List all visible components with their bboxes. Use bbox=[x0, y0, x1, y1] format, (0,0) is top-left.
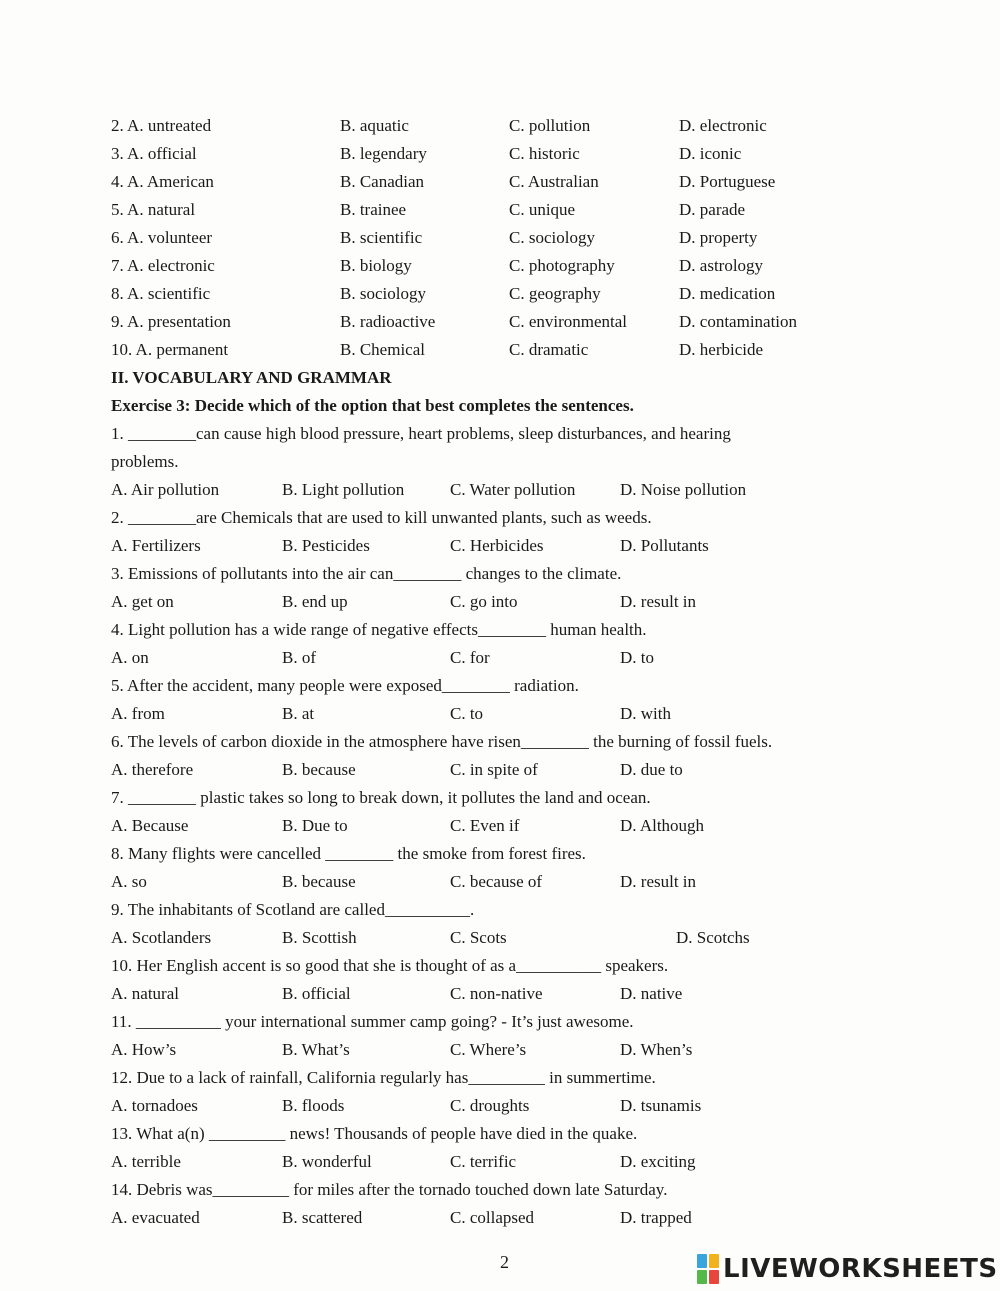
liveworksheets-logo-icon bbox=[697, 1254, 719, 1284]
pronunciation-row bbox=[111, 308, 911, 336]
answer-option-a[interactable]: A. from bbox=[111, 704, 165, 723]
option-c: C. sociology bbox=[509, 228, 595, 247]
answer-options bbox=[111, 588, 911, 616]
option-c: C. geography bbox=[509, 284, 601, 303]
answer-option-c[interactable]: C. because of bbox=[450, 872, 543, 891]
option-c: C. dramatic bbox=[509, 340, 589, 359]
answer-option-c[interactable]: C. to bbox=[450, 704, 484, 723]
question-text: 12. Due to a lack of rainfall, California regularly has_________ in summertime. bbox=[111, 1068, 656, 1087]
answer-options bbox=[111, 756, 911, 784]
logo-tile-blue bbox=[697, 1254, 707, 1268]
option-d: D. parade bbox=[679, 200, 746, 219]
answer-option-c[interactable]: C. Scots bbox=[450, 928, 507, 947]
answer-option-c[interactable]: C. in spite of bbox=[450, 760, 538, 779]
answer-option-d[interactable]: D. native bbox=[620, 984, 683, 1003]
option-a: 4. A. American bbox=[111, 172, 214, 191]
option-a: 5. A. natural bbox=[111, 200, 196, 219]
answer-options bbox=[111, 1036, 911, 1064]
answer-options bbox=[111, 1148, 911, 1176]
answer-option-a[interactable]: A. Air pollution bbox=[111, 480, 220, 499]
pronunciation-row bbox=[111, 196, 911, 224]
answer-option-b[interactable]: B. end up bbox=[282, 592, 348, 611]
option-c: C. historic bbox=[509, 144, 580, 163]
option-b: B. scientific bbox=[340, 228, 423, 247]
question-text: 14. Debris was_________ for miles after the tornado touched down late Saturday. bbox=[111, 1180, 668, 1199]
section-title: II. VOCABULARY AND GRAMMAR bbox=[111, 368, 392, 387]
pronunciation-row bbox=[111, 112, 911, 140]
pronunciation-row bbox=[111, 140, 911, 168]
answer-option-c[interactable]: C. droughts bbox=[450, 1096, 530, 1115]
answer-option-d[interactable]: D. Pollutants bbox=[620, 536, 709, 555]
option-c: C. environmental bbox=[509, 312, 628, 331]
answer-option-d[interactable]: D. Noise pollution bbox=[620, 480, 747, 499]
answer-option-d[interactable]: D. with bbox=[620, 704, 671, 723]
option-b: B. trainee bbox=[340, 200, 407, 219]
question-text: 8. Many flights were cancelled ________ the smoke from forest fires. bbox=[111, 844, 586, 863]
question-text: 9. The inhabitants of Scotland are called__________. bbox=[111, 900, 475, 919]
option-c: C. photography bbox=[509, 256, 615, 275]
logo-text: LIVEWORKSHEETS bbox=[723, 1254, 998, 1284]
pronunciation-row bbox=[111, 280, 911, 308]
answer-option-c[interactable]: C. Water pollution bbox=[450, 480, 576, 499]
option-b: B. biology bbox=[340, 256, 412, 275]
answer-option-b[interactable]: B. of bbox=[282, 648, 316, 667]
answer-option-d[interactable]: D. Scotchs bbox=[676, 928, 750, 947]
option-a: 9. A. presentation bbox=[111, 312, 231, 331]
option-b: B. Chemical bbox=[340, 340, 425, 359]
option-d: D. herbicide bbox=[679, 340, 764, 359]
answer-option-d[interactable]: D. due to bbox=[620, 760, 683, 779]
answer-options bbox=[111, 812, 911, 840]
answer-option-a[interactable]: A. terrible bbox=[111, 1152, 181, 1171]
answer-option-c[interactable]: C. non-native bbox=[450, 984, 543, 1003]
answer-option-c[interactable]: C. go into bbox=[450, 592, 518, 611]
answer-option-a[interactable]: A. therefore bbox=[111, 760, 194, 779]
answer-options bbox=[111, 700, 911, 728]
answer-option-d[interactable]: D. When’s bbox=[620, 1040, 693, 1059]
option-a: 3. A. official bbox=[111, 144, 197, 163]
questions-list bbox=[111, 420, 911, 1232]
answer-option-a[interactable]: A. on bbox=[111, 648, 149, 667]
answer-option-a[interactable]: A. Fertilizers bbox=[111, 536, 201, 555]
page-number: 2 bbox=[500, 1252, 509, 1272]
question-text: 1. ________can cause high blood pressure, heart problems, sleep disturbances, and hearing bbox=[111, 424, 731, 443]
question-text: 2. ________are Chemicals that are used to kill unwanted plants, such as weeds. bbox=[111, 508, 652, 527]
option-c: C. pollution bbox=[509, 116, 591, 135]
question-text: 7. ________ plastic takes so long to break down, it pollutes the land and ocean. bbox=[111, 788, 651, 807]
option-a: 2. A. untreated bbox=[111, 116, 212, 135]
question-text: 6. The levels of carbon dioxide in the atmosphere have risen________ the burning of fossil fuels. bbox=[111, 732, 773, 751]
question-text: 5. After the accident, many people were exposed________ radiation. bbox=[111, 676, 579, 695]
option-c: C. unique bbox=[509, 200, 576, 219]
answer-options bbox=[111, 868, 911, 896]
logo-tile-red bbox=[709, 1270, 719, 1284]
option-a: 8. A. scientific bbox=[111, 284, 211, 303]
option-d: D. astrology bbox=[679, 256, 764, 275]
pronunciation-row bbox=[111, 336, 911, 364]
answer-options bbox=[111, 644, 911, 672]
answer-option-a[interactable]: A. Scotlanders bbox=[111, 928, 212, 947]
option-b: B. Canadian bbox=[340, 172, 425, 191]
answer-option-b[interactable]: B. Due to bbox=[282, 816, 348, 835]
answer-option-d[interactable]: D. to bbox=[620, 648, 654, 667]
question-text: 11. __________ your international summer camp going? - It’s just awesome. bbox=[111, 1012, 634, 1031]
option-d: D. iconic bbox=[679, 144, 742, 163]
pronunciation-options bbox=[111, 112, 911, 364]
answer-option-c[interactable]: C. Herbicides bbox=[450, 536, 544, 555]
pronunciation-row bbox=[111, 224, 911, 252]
pronunciation-row bbox=[111, 168, 911, 196]
answer-option-a[interactable]: A. so bbox=[111, 872, 147, 891]
answer-option-d[interactable]: D. result in bbox=[620, 592, 697, 611]
option-a: 10. A. permanent bbox=[111, 340, 229, 359]
option-c: C. Australian bbox=[509, 172, 599, 191]
question-text: 3. Emissions of pollutants into the air can________ changes to the climate. bbox=[111, 564, 622, 583]
question-text-continued: problems. bbox=[111, 452, 179, 471]
answer-option-a[interactable]: A. tornadoes bbox=[111, 1096, 198, 1115]
answer-options bbox=[111, 924, 911, 952]
answer-option-c[interactable]: C. Where’s bbox=[450, 1040, 527, 1059]
answer-option-b[interactable]: B. floods bbox=[282, 1096, 345, 1115]
option-d: D. contamination bbox=[679, 312, 798, 331]
option-a: 7. A. electronic bbox=[111, 256, 215, 275]
answer-options bbox=[111, 980, 911, 1008]
answer-option-c[interactable]: C. terrific bbox=[450, 1152, 517, 1171]
option-b: B. sociology bbox=[340, 284, 426, 303]
answer-option-c[interactable]: C. Even if bbox=[450, 816, 520, 835]
answer-options bbox=[111, 532, 911, 560]
answer-option-a[interactable]: A. natural bbox=[111, 984, 179, 1003]
answer-option-b[interactable]: B. at bbox=[282, 704, 315, 723]
answer-option-b[interactable]: B. because bbox=[282, 872, 356, 891]
option-a: 6. A. volunteer bbox=[111, 228, 213, 247]
answer-options bbox=[111, 1092, 911, 1120]
option-b: B. legendary bbox=[340, 144, 427, 163]
answer-option-d[interactable]: D. trapped bbox=[620, 1208, 692, 1227]
answer-option-a[interactable]: A. Because bbox=[111, 816, 189, 835]
answer-option-b[interactable]: B. because bbox=[282, 760, 356, 779]
question-text: 10. Her English accent is so good that she is thought of as a__________ speakers. bbox=[111, 956, 669, 975]
option-d: D. electronic bbox=[679, 116, 767, 135]
liveworksheets-logo bbox=[697, 1254, 998, 1284]
option-d: D. medication bbox=[679, 284, 776, 303]
pronunciation-row bbox=[111, 252, 911, 280]
answer-option-c[interactable]: C. for bbox=[450, 648, 490, 667]
exercise-title: Exercise 3: Decide which of the option that best completes the sentences. bbox=[111, 396, 634, 415]
answer-options bbox=[111, 476, 911, 504]
answer-option-a[interactable]: A. How’s bbox=[111, 1040, 177, 1059]
option-d: D. property bbox=[679, 228, 758, 247]
answer-option-b[interactable]: B. What’s bbox=[282, 1040, 350, 1059]
answer-option-d[interactable]: D. exciting bbox=[620, 1152, 696, 1171]
answer-option-d[interactable]: D. tsunamis bbox=[620, 1096, 702, 1115]
worksheet-content bbox=[111, 112, 911, 1232]
option-d: D. Portuguese bbox=[679, 172, 776, 191]
logo-tile-green bbox=[697, 1270, 707, 1284]
question-text: 4. Light pollution has a wide range of negative effects________ human health. bbox=[111, 620, 647, 639]
answer-option-b[interactable]: B. scattered bbox=[282, 1208, 363, 1227]
answer-option-b[interactable]: B. Light pollution bbox=[282, 480, 405, 499]
answer-option-b[interactable]: B. official bbox=[282, 984, 351, 1003]
answer-option-b[interactable]: B. Scottish bbox=[282, 928, 357, 947]
option-b: B. aquatic bbox=[340, 116, 409, 135]
answer-option-c[interactable]: C. collapsed bbox=[450, 1208, 535, 1227]
logo-tile-yellow bbox=[709, 1254, 719, 1268]
answer-option-b[interactable]: B. Pesticides bbox=[282, 536, 370, 555]
answer-option-d[interactable]: D. result in bbox=[620, 872, 697, 891]
question-text: 13. What a(n) _________ news! Thousands of people have died in the quake. bbox=[111, 1124, 638, 1143]
answer-option-a[interactable]: A. get on bbox=[111, 592, 174, 611]
answer-option-d[interactable]: D. Although bbox=[620, 816, 705, 835]
answer-option-a[interactable]: A. evacuated bbox=[111, 1208, 200, 1227]
answer-options bbox=[111, 1204, 911, 1232]
answer-option-b[interactable]: B. wonderful bbox=[282, 1152, 372, 1171]
option-b: B. radioactive bbox=[340, 312, 436, 331]
